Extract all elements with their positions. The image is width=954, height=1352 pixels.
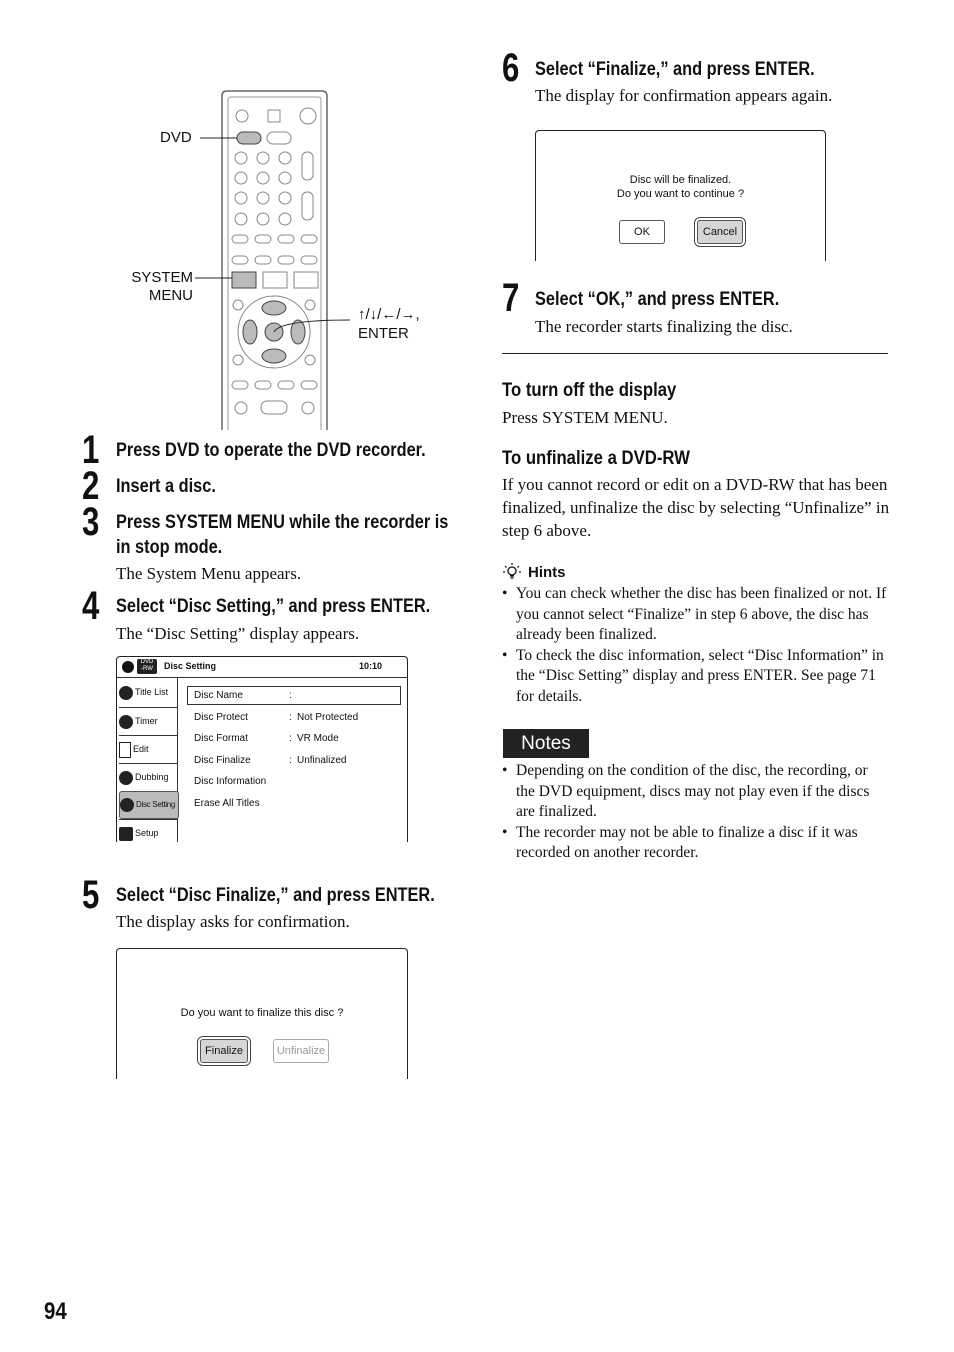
title-list-icon [119,686,133,700]
menu-item-setup[interactable]: Setup [119,819,177,846]
menu-item-dubbing[interactable]: Dubbing [119,763,177,790]
menu-item-timer[interactable]: Timer [119,707,177,734]
finalize-question: Do you want to finalize this disc ? [180,1007,344,1019]
page-number: 94 [44,1298,67,1325]
section-divider [502,353,888,354]
step-5-heading: Select “Disc Finalize,” and press ENTER. [116,885,435,906]
toolbox-icon [119,827,133,841]
row-disc-finalize: Disc Finalize [194,755,251,766]
notes-list [502,761,890,864]
row-erase-all-titles: Erase All Titles [194,798,260,809]
disc-setting-titlebar [117,657,407,678]
step-7-heading: Select “OK,” and press ENTER. [535,289,780,310]
step-5-number: 5 [82,873,100,917]
turn-off-body: Press SYSTEM MENU. [502,408,668,427]
clock-time: 10:10 [359,661,383,671]
row-disc-format: Disc Format [194,733,248,744]
row-disc-finalize-sep: : [289,755,292,766]
step-1-heading: Press DVD to operate the DVD recorder. [116,440,426,461]
confirm-line-1: Disc will be finalized. [629,174,732,186]
menu-item-title-list[interactable]: Title List [119,679,177,705]
dvd-rw-badge: DVD -RW [137,659,157,674]
note-item: • The recorder may not be able to finalize a disc if it was recorded on another recorder. [502,823,890,864]
row-disc-information: Disc Information [194,776,267,787]
row-disc-protect-value: Not Protected [297,712,359,723]
step-3-number: 3 [82,500,100,544]
step-1-number: 1 [82,428,100,472]
row-disc-name: Disc Name [194,690,243,701]
hint-item: • You can check whether the disc has been finalized or not. If you cannot select “Finalize” in step 6 above, the disc has already been finalized. [502,584,890,646]
menu-item-edit[interactable]: Edit [119,735,177,762]
step-2-number: 2 [82,464,100,508]
arrows-enter-label: ↑/↓/←/→, ENTER [358,306,420,342]
step-4-heading: Select “Disc Setting,” and press ENTER. [116,596,431,617]
step-6-number: 6 [502,46,520,90]
hints-list [502,584,890,707]
timer-icon [119,715,133,729]
cancel-button[interactable]: Cancel [697,220,743,244]
row-disc-name-sep: : [289,690,292,701]
disc-icon [122,661,134,673]
row-disc-format-value: VR Mode [297,733,339,744]
row-disc-finalize-value: Unfinalized [297,755,347,766]
turn-off-heading: To turn off the display [502,380,677,401]
hints-label: Hints [528,564,566,581]
confirm-line-2: Do you want to continue ? [616,188,745,200]
row-disc-protect: Disc Protect [194,712,248,723]
step-4-body: The “Disc Setting” display appears. [116,624,360,643]
disc-setting-menu [117,677,178,842]
dvd-button-label: DVD [160,129,192,146]
unfinalize-body: If you cannot record or edit on a DVD-RW that has been finalized, unfinalize the disc by selecting “Unfinalize” in step 6 above. [502,475,890,540]
lightbulb-icon [502,562,522,582]
system-menu-button-label: SYSTEM MENU [131,269,193,304]
ok-button[interactable]: OK [619,220,665,244]
notes-heading: Notes [503,729,589,758]
step-3-body: The System Menu appears. [116,564,302,583]
step-6-heading: Select “Finalize,” and press ENTER. [535,59,815,80]
confirm-screen [535,130,826,261]
finalize-screen [116,948,408,1079]
dubbing-icon [119,771,133,785]
disc-setting-icon [120,798,134,812]
disc-setting-screen [116,656,408,842]
scissors-icon [119,742,131,758]
step-2-heading: Insert a disc. [116,476,216,497]
step-3-heading-line1: Press SYSTEM MENU while the recorder is [116,512,449,533]
step-4-number: 4 [82,584,100,628]
menu-item-disc-setting[interactable]: Disc Setting [119,791,179,819]
step-7-body: The recorder starts finalizing the disc. [535,317,793,336]
hint-item: • To check the disc information, select “Disc Information” in the “Disc Setting” display and press ENTER. See page 71 for details. [502,646,890,708]
step-3-heading-line2: in stop mode. [116,537,223,558]
row-disc-format-sep: : [289,733,292,744]
step-5-body: The display asks for confirmation. [116,912,350,931]
step-7-number: 7 [502,276,520,320]
unfinalize-button[interactable]: Unfinalize [273,1039,329,1063]
row-disc-protect-sep: : [289,712,292,723]
note-item: • Depending on the condition of the disc, the recording, or the DVD equipment, discs may not play even if the discs are finalized. [502,761,890,823]
unfinalize-heading: To unfinalize a DVD-RW [502,448,690,469]
finalize-button[interactable]: Finalize [200,1039,248,1063]
disc-setting-title: Disc Setting [164,661,217,671]
step-6-body: The display for confirmation appears again. [535,86,833,105]
